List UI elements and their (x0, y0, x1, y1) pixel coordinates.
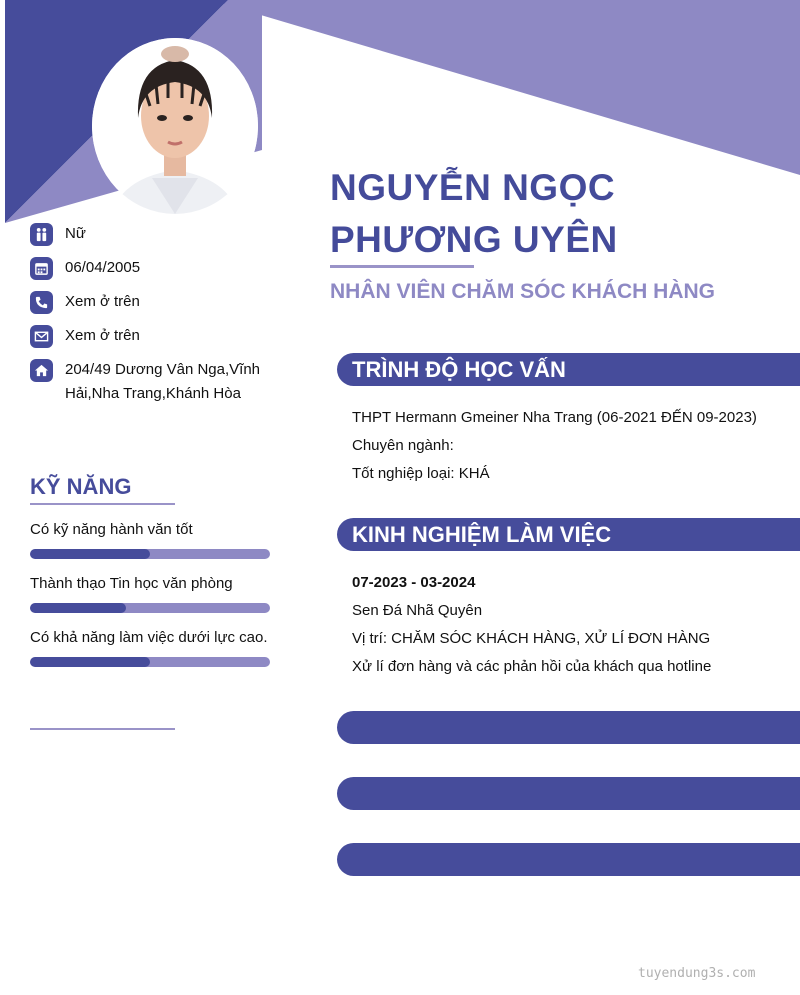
skill-bar-fill (30, 657, 150, 667)
experience-header (337, 518, 800, 551)
education-grade: Tốt nghiệp loại: KHÁ (352, 465, 490, 482)
skill-bar-1 (30, 549, 270, 559)
experience-title: KINH NGHIỆM LÀM VIỆC (352, 522, 612, 547)
gender-text: Nữ (65, 225, 86, 242)
education-title: TRÌNH ĐỘ HỌC VẤN (352, 357, 566, 382)
name-line-2: PHƯƠNG UYÊN (330, 219, 618, 260)
mail-icon (30, 325, 53, 348)
gender-icon (30, 223, 53, 246)
experience-position: Vị trí: CHĂM SÓC KHÁCH HÀNG, XỬ LÍ ĐƠN HÀNG (352, 630, 711, 647)
section-divider (30, 728, 175, 730)
name-underline (330, 265, 474, 268)
experience-description: Xử lí đơn hàng và các phản hồi của khách qua hotline (352, 658, 712, 675)
address-text: 204/49 Dương Vân Nga,Vĩnh Hải,Nha Trang,Khánh Hòa (65, 361, 261, 402)
skill-bar-fill (30, 603, 126, 613)
calendar-icon (30, 257, 53, 280)
email-text: Xem ở trên (65, 327, 140, 344)
dob-row (30, 257, 290, 280)
name-line-1: NGUYỄN NGỌC (330, 167, 616, 208)
job-title: NHÂN VIÊN CHĂM SÓC KHÁCH HÀNG (330, 280, 716, 303)
skills-underline (30, 503, 175, 505)
phone-text: Xem ở trên (65, 293, 140, 310)
skill-bar-3 (30, 657, 270, 667)
education-school: THPT Hermann Gmeiner Nha Trang (06-2021 ĐẾN 09-2023) (352, 409, 757, 426)
education-header (337, 353, 800, 386)
dob-text: 06/04/2005 (65, 259, 141, 276)
skills-title: KỸ NĂNG (30, 474, 132, 499)
watermark: tuyendung3s.com (638, 966, 756, 981)
experience-period: 07-2023 - 03-2024 (352, 574, 476, 591)
skill-label-1: Có kỹ năng hành văn tốt (30, 521, 193, 538)
empty-section-band-3 (337, 843, 800, 876)
skill-bar-fill (30, 549, 150, 559)
empty-section-band-1 (337, 711, 800, 744)
education-major: Chuyên ngành: (352, 437, 454, 454)
empty-section-band-2 (337, 777, 800, 810)
experience-company: Sen Đá Nhã Quyên (352, 602, 483, 619)
skill-label-3: Có khả năng làm việc dưới lực cao. (30, 629, 268, 646)
skill-bar-2 (30, 603, 270, 613)
full-name (330, 162, 618, 266)
skill-label-2: Thành thạo Tin học văn phòng (30, 575, 233, 592)
phone-row (30, 291, 290, 314)
gender-row (30, 223, 290, 246)
phone-icon (30, 291, 53, 314)
home-icon (30, 359, 53, 382)
profile-photo (92, 38, 258, 214)
email-row (30, 325, 290, 348)
address-row (30, 359, 290, 406)
